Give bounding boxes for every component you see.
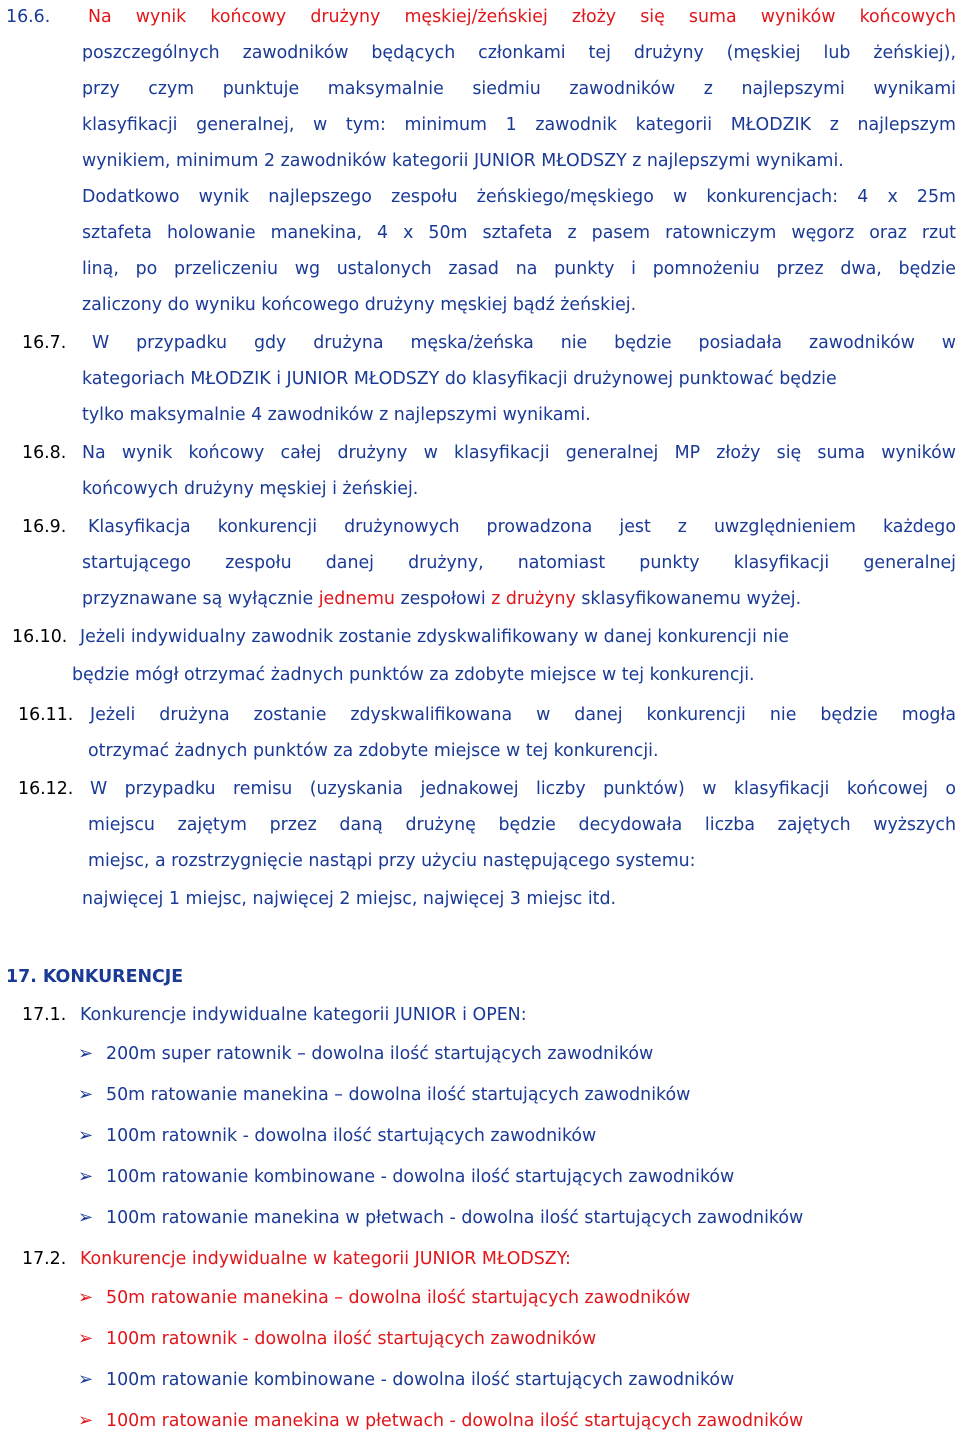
list-item: 50m ratowanie manekina – dowolna ilość startujących zawodników <box>106 1288 691 1308</box>
paragraph-16-9-line-3 <box>82 588 801 610</box>
list-item: 50m ratowanie manekina – dowolna ilość startujących zawodników <box>106 1085 691 1105</box>
list-item: 100m ratowanie manekina w płetwach - dowolna ilość startujących zawodników <box>106 1411 804 1431</box>
paragraph-16-7-line-2: kategoriach MŁODZIK i JUNIOR MŁODSZY do klasyfikacji drużynowej punktować będzie <box>82 369 837 389</box>
paragraph-16-6-line-2: poszczególnych zawodników będących członkami tej drużyny (męskiej lub żeńskiej), <box>82 43 956 63</box>
paragraph-16-10-line-1: Jeżeli indywidualny zawodnik zostanie zdyskwalifikowany w danej konkurencji nie <box>80 627 789 647</box>
section-number-16-12: 16.12. <box>18 779 74 799</box>
paragraph-16-6-line-4: klasyfikacji generalnej, w tym: minimum 1 zawodnik kategorii MŁODZIK z najlepszym <box>82 115 956 135</box>
subsection-title-17-1: Konkurencje indywidualne kategorii JUNIOR i OPEN: <box>80 1005 527 1025</box>
list-item: 100m ratownik - dowolna ilość startujących zawodników <box>106 1126 597 1146</box>
paragraph-16-12-line-2: miejscu zajętym przez daną drużynę będzie decydowała liczba zajętych wyższych <box>88 815 956 835</box>
paragraph-16-6-line-1: Na wynik końcowy drużyny męskiej/żeńskiej złoży się suma wyników końcowych <box>88 7 956 27</box>
bullet-arrow-icon: ➢ <box>78 1369 94 1390</box>
paragraph-16-9-text-highlight-2: z drużyny <box>491 589 576 609</box>
paragraph-16-6-line-8: liną, po przeliczeniu wg ustalonych zasad na punkty i pomnożeniu przez dwa, będzie <box>82 259 956 279</box>
paragraph-16-9-text-c: zespołowi <box>394 589 492 609</box>
section-number-16-10: 16.10. <box>12 627 68 647</box>
bullet-arrow-icon: ➢ <box>78 1043 94 1064</box>
bullet-arrow-icon: ➢ <box>78 1328 94 1349</box>
bullet-arrow-icon: ➢ <box>78 1410 94 1431</box>
paragraph-16-6-line-3: przy czym punktuje maksymalnie siedmiu zawodników z najlepszymi wynikami <box>82 79 956 99</box>
section-number-16-11: 16.11. <box>18 705 74 725</box>
bullet-arrow-icon: ➢ <box>78 1166 94 1187</box>
paragraph-16-9-text-e: sklasyfikowanemu wyżej. <box>575 589 802 609</box>
section-heading-17: 17. KONKURENCJE <box>6 967 184 987</box>
subsection-title-17-2: Konkurencje indywidualne w kategorii JUNIOR MŁODSZY: <box>80 1249 571 1269</box>
paragraph-16-9-line-2: startującego zespołu danej drużyny, natomiast punkty klasyfikacji generalnej <box>82 553 956 573</box>
section-number-16-9: 16.9. <box>22 517 67 537</box>
section-number-17-1: 17.1. <box>22 1005 67 1025</box>
paragraph-16-11-line-2: otrzymać żadnych punktów za zdobyte miejsce w tej konkurencji. <box>88 741 659 761</box>
paragraph-16-6-line-9: zaliczony do wyniku końcowego drużyny męskiej bądź żeńskiej. <box>82 295 637 315</box>
bullet-arrow-icon: ➢ <box>78 1084 94 1105</box>
paragraph-16-6-line-5: wynikiem, minimum 2 zawodników kategorii JUNIOR MŁODSZY z najlepszymi wynikami. <box>82 151 844 171</box>
bullet-arrow-icon: ➢ <box>78 1125 94 1146</box>
list-item: 100m ratowanie manekina w płetwach - dowolna ilość startujących zawodników <box>106 1208 804 1228</box>
section-number-16-6: 16.6. <box>6 7 51 27</box>
paragraph-16-8-line-1: Na wynik końcowy całej drużyny w klasyfikacji generalnej MP złoży się suma wyników <box>82 443 956 463</box>
paragraph-16-8-line-2: końcowych drużyny męskiej i żeńskiej. <box>82 479 419 499</box>
list-item: 100m ratowanie kombinowane - dowolna ilość startujących zawodników <box>106 1370 735 1390</box>
paragraph-16-11-line-1: Jeżeli drużyna zostanie zdyskwalifikowana w danej konkurencji nie będzie mogła <box>90 705 956 725</box>
paragraph-16-9-line-1: Klasyfikacja konkurencji drużynowych prowadzona jest z uwzględnieniem każdego <box>88 517 956 537</box>
bullet-arrow-icon: ➢ <box>78 1207 94 1228</box>
paragraph-16-12-line-4: najwięcej 1 miejsc, najwięcej 2 miejsc, najwięcej 3 miejsc itd. <box>82 889 617 909</box>
bullet-arrow-icon: ➢ <box>78 1287 94 1308</box>
section-number-16-8: 16.8. <box>22 443 67 463</box>
paragraph-16-7-line-3: tylko maksymalnie 4 zawodników z najlepszymi wynikami. <box>82 405 591 425</box>
paragraph-16-12-line-3: miejsc, a rozstrzygnięcie nastąpi przy użyciu następującego systemu: <box>88 851 696 871</box>
paragraph-16-6-line-6: Dodatkowo wynik najlepszego zespołu żeńskiego/męskiego w konkurencjach: 4 x 25m <box>82 187 956 207</box>
list-item: 100m ratowanie kombinowane - dowolna ilość startujących zawodników <box>106 1167 735 1187</box>
section-number-16-7: 16.7. <box>22 333 67 353</box>
paragraph-16-12-line-1: W przypadku remisu (uzyskania jednakowej liczby punktów) w klasyfikacji końcowej o <box>90 779 956 799</box>
paragraph-16-7-line-1: W przypadku gdy drużyna męska/żeńska nie będzie posiadała zawodników w <box>92 333 956 353</box>
paragraph-16-9-text-a: przyznawane są wyłącznie <box>82 589 319 609</box>
list-item: 200m super ratownik – dowolna ilość startujących zawodników <box>106 1044 654 1064</box>
paragraph-16-6-line-7: sztafeta holowanie manekina, 4 x 50m sztafeta z pasem ratowniczym węgorz oraz rzut <box>82 223 956 243</box>
section-number-17-2: 17.2. <box>22 1249 67 1269</box>
list-item: 100m ratownik - dowolna ilość startujących zawodników <box>106 1329 597 1349</box>
paragraph-16-9-text-highlight-1: jednemu <box>318 589 395 609</box>
paragraph-16-10-line-2: będzie mógł otrzymać żadnych punktów za zdobyte miejsce w tej konkurencji. <box>72 665 755 685</box>
